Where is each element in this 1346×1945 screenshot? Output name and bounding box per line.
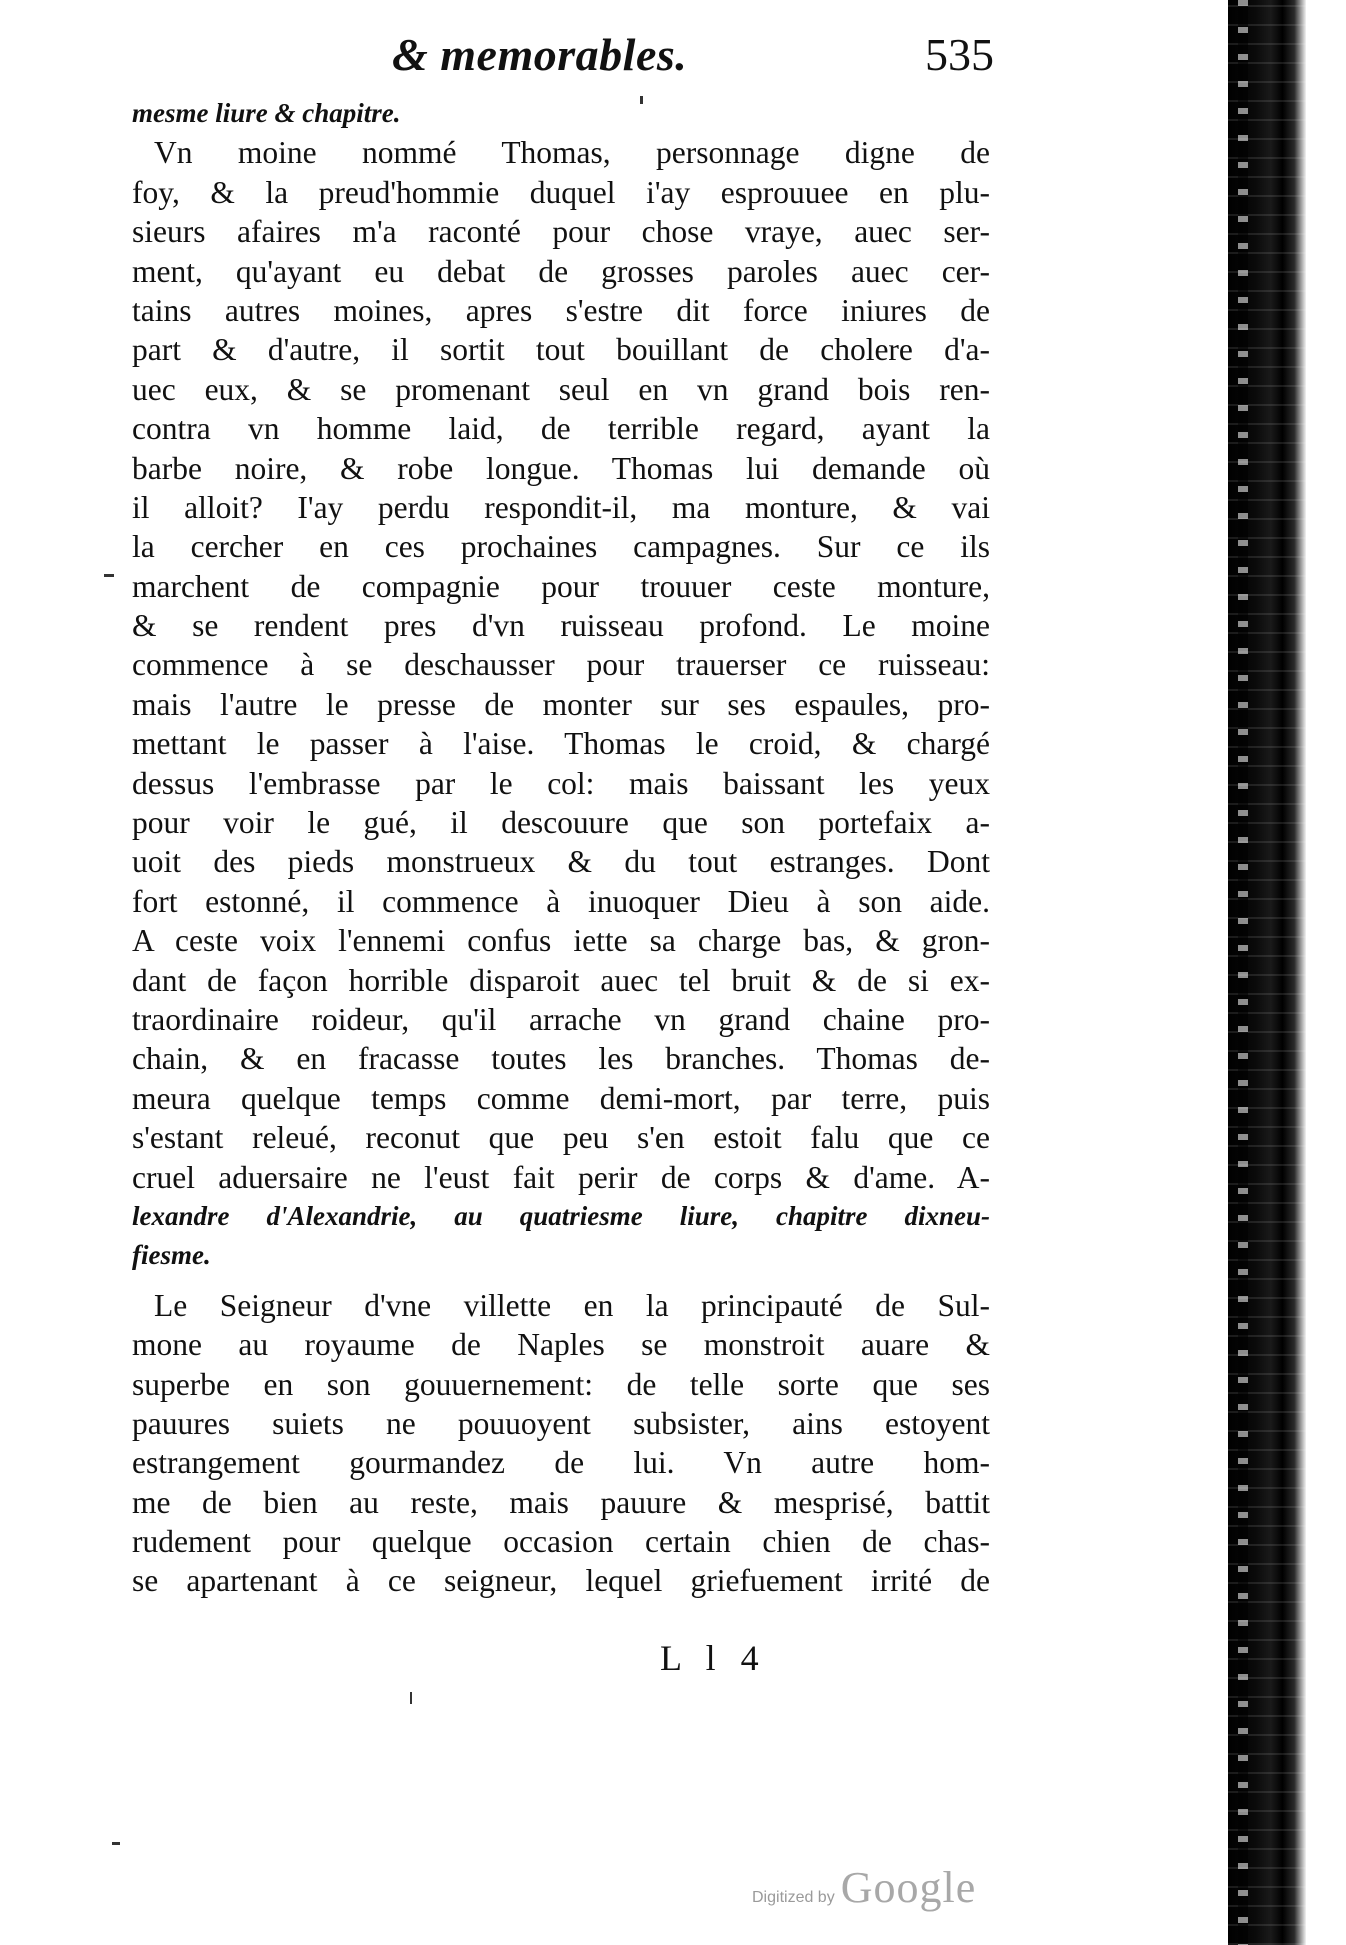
text-line: tains autres moines, apres s'estre dit force iniures de [132,292,990,328]
watermark-brand: Google [840,1863,977,1912]
text-line: A ceste voix l'ennemi confus iette sa charge bas, & gron- [132,923,990,959]
text-line: Vn moine nommé Thomas, personnage digne de [154,135,990,171]
text-line: marchent de compagnie pour trouuer ceste monture, [132,568,990,604]
text-line-citation: mesme liure & chapitre. [132,98,401,128]
text-line: commence à se deschausser pour trauerser ce ruisseau: [132,647,990,683]
text-line: mais l'autre le presse de monter sur ses espaules, pro- [132,686,990,722]
text-line: se apartenant à ce seigneur, lequel griefuement irrité de [132,1563,990,1599]
text-line: uoit des pieds monstrueux & du tout estranges. Dont [132,844,990,880]
body-text [132,94,990,1601]
scan-speck [640,96,643,104]
text-line: mettant le passer à l'aise. Thomas le croid, & chargé [132,726,990,762]
text-line: pour voir le gué, il descouure que son portefaix a- [132,805,990,841]
text-line: il alloit? I'ay perdu respondit-il, ma monture, & vai [132,489,990,525]
digitized-watermark [752,1862,976,1913]
text-line: meura quelque temps comme demi-mort, par terre, puis [132,1080,990,1116]
text-line-citation: lexandre d'Alexandrie, au quatriesme liure, chapitre dixneu- [132,1200,990,1231]
watermark-prefix: Digitized by [752,1889,835,1906]
text-line: contra vn homme laid, de terrible regard, ayant la [132,411,990,447]
text-line: estrangement gourmandez de lui. Vn autre hom- [132,1445,990,1481]
page-number: 535 [925,29,994,80]
text-line: foy, & la preud'hommie duquel i'ay esprouuee en plu- [132,174,990,210]
text-line: barbe noire, & robe longue. Thomas lui demande où [132,450,990,486]
paragraph-gap [132,1276,990,1286]
text-line: mone au royaume de Naples se monstroit auare & [132,1327,990,1363]
text-line: rudement pour quelque occasion certain chien de chas- [132,1524,990,1560]
page-margin-right [1306,0,1346,1945]
scan-speck [410,1692,412,1704]
text-line: s'estant releué, reconut que peu s'en estoit falu que ce [132,1120,990,1156]
page-edge-texture [1238,0,1248,1945]
scan-speck [104,574,114,577]
text-line: sieurs afaires m'a raconté pour chose vraye, auec ser- [132,214,990,250]
text-line: traordinaire roideur, qu'il arrache vn grand chaine pro- [132,1001,990,1037]
signature-mark: L l 4 [660,1638,767,1678]
text-line: uec eux, & se promenant seul en vn grand bois ren- [132,371,990,407]
text-line: fort estonné, il commence à inuoquer Dieu à son aide. [132,883,990,919]
text-line: part & d'autre, il sortit tout bouillant de cholere d'a- [132,332,990,368]
text-line: la cercher en ces prochaines campagnes. Sur ce ils [132,529,990,565]
text-line: pauures suiets ne pouuoyent subsister, ains estoyent [132,1405,990,1441]
text-line: me de bien au reste, mais pauure & mesprisé, battit [132,1484,990,1520]
text-line: dant de façon horrible disparoit auec tel bruit & de si ex- [132,962,990,998]
text-line: dessus l'embrasse par le col: mais baissant les yeux [132,765,990,801]
text-line-citation: fiesme. [132,1240,211,1271]
text-line: chain, & en fracasse toutes les branches. Thomas de- [132,1041,990,1077]
text-line: & se rendent pres d'vn ruisseau profond. Le moine [132,608,990,644]
text-line: Le Seigneur d'vne villette en la principauté de Sul- [154,1287,990,1323]
scan-speck [112,1842,120,1845]
text-line: ment, qu'ayant eu debat de grosses paroles auec cer- [132,253,990,289]
running-head: & memorables. [392,29,688,80]
text-line: superbe en son gouuernement: de telle sorte que ses [132,1366,990,1402]
text-line: cruel aduersaire ne l'eust fait perir de corps & d'ame. A- [132,1159,990,1195]
